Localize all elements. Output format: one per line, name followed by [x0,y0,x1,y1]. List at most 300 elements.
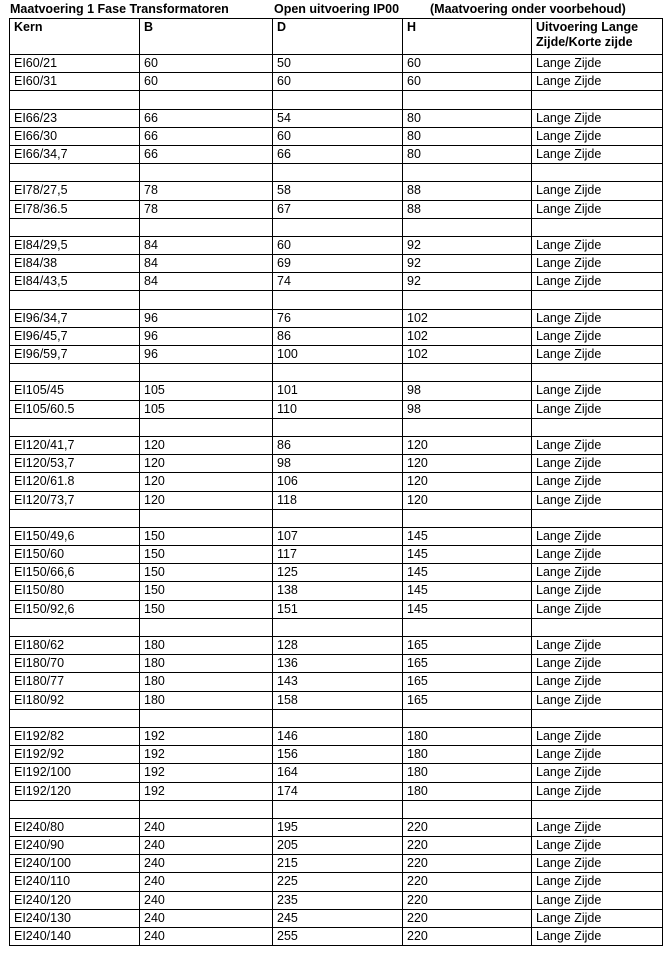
cell-uitvoering: Lange Zijde [532,491,663,509]
cell-b: 96 [140,327,273,345]
cell-uitvoering: Lange Zijde [532,782,663,800]
cell-h: 120 [403,491,532,509]
table-row [10,527,663,545]
table-row [10,455,663,473]
cell-uitvoering: Lange Zijde [532,400,663,418]
cell-b: 240 [140,873,273,891]
cell-h: 102 [403,346,532,364]
cell-d: 101 [273,382,403,400]
cell-kern: EI240/100 [10,855,140,873]
cell-b: 96 [140,346,273,364]
cell-uitvoering: Lange Zijde [532,873,663,891]
cell-kern: EI180/77 [10,673,140,691]
cell-b: 60 [140,73,273,91]
empty-cell [273,618,403,636]
cell-b: 180 [140,655,273,673]
empty-cell [403,418,532,436]
cell-b: 84 [140,273,273,291]
cell-kern: EI150/60 [10,546,140,564]
cell-uitvoering: Lange Zijde [532,109,663,127]
cell-h: 80 [403,127,532,145]
cell-h: 88 [403,200,532,218]
empty-cell [10,418,140,436]
cell-uitvoering: Lange Zijde [532,127,663,145]
cell-d: 60 [273,73,403,91]
cell-d: 245 [273,909,403,927]
cell-b: 240 [140,909,273,927]
cell-b: 150 [140,582,273,600]
cell-kern: EI60/31 [10,73,140,91]
empty-cell [10,218,140,236]
cell-kern: EI240/140 [10,928,140,946]
table-row [10,255,663,273]
cell-b: 180 [140,691,273,709]
cell-kern: EI120/61.8 [10,473,140,491]
empty-cell [10,618,140,636]
cell-b: 66 [140,127,273,145]
cell-b: 180 [140,673,273,691]
cell-b: 78 [140,200,273,218]
empty-cell [532,218,663,236]
empty-cell [10,709,140,727]
cell-uitvoering: Lange Zijde [532,236,663,254]
table-row [10,782,663,800]
cell-d: 54 [273,109,403,127]
cell-b: 240 [140,855,273,873]
empty-cell [532,291,663,309]
spacer-row [10,709,663,727]
cell-uitvoering: Lange Zijde [532,200,663,218]
title-left: Maatvoering 1 Fase Transformatoren [10,2,229,16]
cell-d: 174 [273,782,403,800]
cell-uitvoering: Lange Zijde [532,818,663,836]
table-row [10,491,663,509]
cell-h: 80 [403,109,532,127]
empty-cell [403,800,532,818]
empty-cell [273,418,403,436]
table-row [10,127,663,145]
cell-kern: EI192/100 [10,764,140,782]
cell-h: 220 [403,818,532,836]
empty-cell [10,364,140,382]
cell-d: 58 [273,182,403,200]
cell-h: 165 [403,655,532,673]
empty-cell [273,164,403,182]
empty-cell [403,291,532,309]
table-row [10,727,663,745]
cell-kern: EI66/30 [10,127,140,145]
cell-h: 145 [403,600,532,618]
cell-kern: EI66/34,7 [10,145,140,163]
empty-cell [140,709,273,727]
cell-h: 145 [403,546,532,564]
cell-d: 125 [273,564,403,582]
empty-cell [10,800,140,818]
cell-d: 255 [273,928,403,946]
cell-kern: EI96/59,7 [10,346,140,364]
cell-kern: EI120/73,7 [10,491,140,509]
cell-b: 192 [140,782,273,800]
cell-kern: EI192/82 [10,727,140,745]
table-row [10,837,663,855]
table-row [10,309,663,327]
cell-uitvoering: Lange Zijde [532,473,663,491]
empty-cell [273,91,403,109]
cell-d: 76 [273,309,403,327]
cell-kern: EI78/36.5 [10,200,140,218]
cell-d: 225 [273,873,403,891]
empty-cell [140,618,273,636]
cell-kern: EI66/23 [10,109,140,127]
table-row [10,764,663,782]
cell-kern: EI150/66,6 [10,564,140,582]
empty-cell [532,709,663,727]
cell-b: 120 [140,473,273,491]
cell-b: 84 [140,236,273,254]
empty-cell [273,291,403,309]
header-kern: Kern [10,19,140,55]
cell-uitvoering: Lange Zijde [532,182,663,200]
cell-kern: EI180/62 [10,637,140,655]
cell-kern: EI240/130 [10,909,140,927]
spacer-row [10,364,663,382]
table-row [10,673,663,691]
cell-kern: EI192/92 [10,746,140,764]
table-row [10,73,663,91]
cell-h: 102 [403,327,532,345]
cell-uitvoering: Lange Zijde [532,764,663,782]
empty-cell [273,800,403,818]
cell-kern: EI96/45,7 [10,327,140,345]
cell-d: 60 [273,236,403,254]
cell-b: 120 [140,455,273,473]
cell-h: 180 [403,764,532,782]
cell-uitvoering: Lange Zijde [532,673,663,691]
cell-uitvoering: Lange Zijde [532,727,663,745]
spacer-row [10,164,663,182]
cell-h: 60 [403,73,532,91]
cell-uitvoering: Lange Zijde [532,582,663,600]
table-row [10,327,663,345]
empty-cell [532,418,663,436]
empty-cell [273,709,403,727]
spacer-row [10,509,663,527]
cell-b: 66 [140,145,273,163]
cell-uitvoering: Lange Zijde [532,346,663,364]
cell-h: 98 [403,382,532,400]
cell-uitvoering: Lange Zijde [532,600,663,618]
empty-cell [403,509,532,527]
table-row [10,600,663,618]
cell-b: 105 [140,400,273,418]
empty-cell [532,164,663,182]
cell-d: 151 [273,600,403,618]
cell-h: 220 [403,855,532,873]
table-row [10,436,663,454]
table-row [10,109,663,127]
title-right: (Maatvoering onder voorbehoud) [430,2,626,16]
cell-b: 150 [140,546,273,564]
cell-d: 205 [273,837,403,855]
table-row [10,655,663,673]
table-row [10,145,663,163]
table-row [10,637,663,655]
cell-b: 66 [140,109,273,127]
cell-b: 192 [140,746,273,764]
cell-uitvoering: Lange Zijde [532,273,663,291]
cell-uitvoering: Lange Zijde [532,928,663,946]
cell-d: 156 [273,746,403,764]
cell-kern: EI150/49,6 [10,527,140,545]
cell-kern: EI240/120 [10,891,140,909]
cell-kern: EI84/38 [10,255,140,273]
cell-b: 192 [140,764,273,782]
cell-d: 195 [273,818,403,836]
header-b: B [140,19,273,55]
cell-uitvoering: Lange Zijde [532,436,663,454]
cell-d: 164 [273,764,403,782]
cell-d: 67 [273,200,403,218]
spacer-row [10,91,663,109]
table-row [10,873,663,891]
cell-h: 165 [403,673,532,691]
empty-cell [403,709,532,727]
empty-cell [403,618,532,636]
empty-cell [140,509,273,527]
empty-cell [140,418,273,436]
table-row [10,236,663,254]
cell-b: 150 [140,527,273,545]
cell-uitvoering: Lange Zijde [532,145,663,163]
cell-h: 145 [403,582,532,600]
table-row [10,928,663,946]
cell-uitvoering: Lange Zijde [532,255,663,273]
cell-kern: EI96/34,7 [10,309,140,327]
cell-d: 110 [273,400,403,418]
cell-h: 92 [403,255,532,273]
cell-uitvoering: Lange Zijde [532,837,663,855]
empty-cell [532,509,663,527]
table-row [10,473,663,491]
cell-d: 143 [273,673,403,691]
spacer-row [10,418,663,436]
dimensions-table [9,18,663,946]
empty-cell [10,91,140,109]
cell-b: 84 [140,255,273,273]
table-row [10,273,663,291]
cell-b: 240 [140,891,273,909]
cell-b: 60 [140,55,273,73]
cell-h: 165 [403,691,532,709]
cell-h: 220 [403,928,532,946]
cell-d: 138 [273,582,403,600]
header-d: D [273,19,403,55]
cell-kern: EI105/60.5 [10,400,140,418]
cell-b: 105 [140,382,273,400]
empty-cell [10,291,140,309]
table-row [10,546,663,564]
cell-kern: EI60/21 [10,55,140,73]
cell-kern: EI180/70 [10,655,140,673]
cell-uitvoering: Lange Zijde [532,746,663,764]
empty-cell [140,91,273,109]
cell-h: 220 [403,837,532,855]
empty-cell [140,291,273,309]
table-row [10,818,663,836]
empty-cell [273,218,403,236]
cell-kern: EI240/110 [10,873,140,891]
cell-kern: EI180/92 [10,691,140,709]
cell-uitvoering: Lange Zijde [532,564,663,582]
empty-cell [403,164,532,182]
cell-h: 120 [403,473,532,491]
table-row [10,400,663,418]
empty-cell [403,218,532,236]
cell-d: 86 [273,436,403,454]
cell-kern: EI120/53,7 [10,455,140,473]
cell-h: 88 [403,182,532,200]
cell-d: 50 [273,55,403,73]
cell-h: 180 [403,746,532,764]
cell-b: 150 [140,564,273,582]
cell-b: 150 [140,600,273,618]
cell-h: 220 [403,873,532,891]
cell-h: 180 [403,782,532,800]
spacer-row [10,291,663,309]
empty-cell [532,364,663,382]
empty-cell [532,618,663,636]
cell-b: 180 [140,637,273,655]
empty-cell [10,509,140,527]
cell-kern: EI84/43,5 [10,273,140,291]
empty-cell [140,164,273,182]
cell-kern: EI84/29,5 [10,236,140,254]
cell-b: 78 [140,182,273,200]
cell-d: 60 [273,127,403,145]
cell-h: 80 [403,145,532,163]
cell-uitvoering: Lange Zijde [532,655,663,673]
empty-cell [140,218,273,236]
cell-d: 136 [273,655,403,673]
cell-h: 92 [403,273,532,291]
cell-d: 146 [273,727,403,745]
document-title-row [6,0,670,18]
table-row [10,855,663,873]
cell-h: 92 [403,236,532,254]
cell-d: 107 [273,527,403,545]
empty-cell [403,364,532,382]
cell-uitvoering: Lange Zijde [532,382,663,400]
cell-d: 86 [273,327,403,345]
empty-cell [140,800,273,818]
cell-d: 117 [273,546,403,564]
cell-uitvoering: Lange Zijde [532,327,663,345]
cell-d: 66 [273,145,403,163]
header-h: H [403,19,532,55]
table-row [10,746,663,764]
cell-h: 120 [403,455,532,473]
cell-h: 120 [403,436,532,454]
cell-h: 220 [403,909,532,927]
cell-h: 180 [403,727,532,745]
table-row [10,55,663,73]
empty-cell [403,91,532,109]
table-row [10,382,663,400]
cell-b: 192 [140,727,273,745]
empty-cell [532,800,663,818]
cell-b: 120 [140,436,273,454]
cell-h: 102 [403,309,532,327]
table-header-row [10,19,663,55]
cell-uitvoering: Lange Zijde [532,309,663,327]
cell-d: 69 [273,255,403,273]
cell-kern: EI192/120 [10,782,140,800]
table-row [10,909,663,927]
spacer-row [10,618,663,636]
empty-cell [532,91,663,109]
cell-b: 240 [140,818,273,836]
cell-h: 145 [403,527,532,545]
header-uitvoering: Uitvoering Lange Zijde/Korte zijde [532,19,663,55]
cell-d: 74 [273,273,403,291]
empty-cell [273,509,403,527]
table-row [10,346,663,364]
cell-h: 145 [403,564,532,582]
cell-d: 106 [273,473,403,491]
empty-cell [140,364,273,382]
cell-kern: EI240/80 [10,818,140,836]
cell-kern: EI105/45 [10,382,140,400]
title-middle: Open uitvoering IP00 [274,2,400,16]
table-row [10,691,663,709]
cell-uitvoering: Lange Zijde [532,637,663,655]
cell-h: 60 [403,55,532,73]
cell-uitvoering: Lange Zijde [532,455,663,473]
cell-kern: EI150/80 [10,582,140,600]
table-row [10,182,663,200]
table-row [10,891,663,909]
table-row [10,582,663,600]
cell-d: 215 [273,855,403,873]
cell-d: 98 [273,455,403,473]
cell-d: 100 [273,346,403,364]
cell-b: 96 [140,309,273,327]
cell-d: 128 [273,637,403,655]
cell-uitvoering: Lange Zijde [532,546,663,564]
cell-kern: EI240/90 [10,837,140,855]
cell-b: 240 [140,928,273,946]
cell-uitvoering: Lange Zijde [532,691,663,709]
cell-uitvoering: Lange Zijde [532,55,663,73]
cell-b: 120 [140,491,273,509]
table-row [10,564,663,582]
cell-uitvoering: Lange Zijde [532,855,663,873]
cell-h: 165 [403,637,532,655]
empty-cell [10,164,140,182]
table-row [10,200,663,218]
cell-kern: EI120/41,7 [10,436,140,454]
cell-d: 235 [273,891,403,909]
cell-b: 240 [140,837,273,855]
spacer-row [10,218,663,236]
empty-cell [273,364,403,382]
cell-kern: EI78/27,5 [10,182,140,200]
table-body [10,55,663,946]
spacer-row [10,800,663,818]
cell-uitvoering: Lange Zijde [532,73,663,91]
cell-uitvoering: Lange Zijde [532,891,663,909]
cell-d: 118 [273,491,403,509]
